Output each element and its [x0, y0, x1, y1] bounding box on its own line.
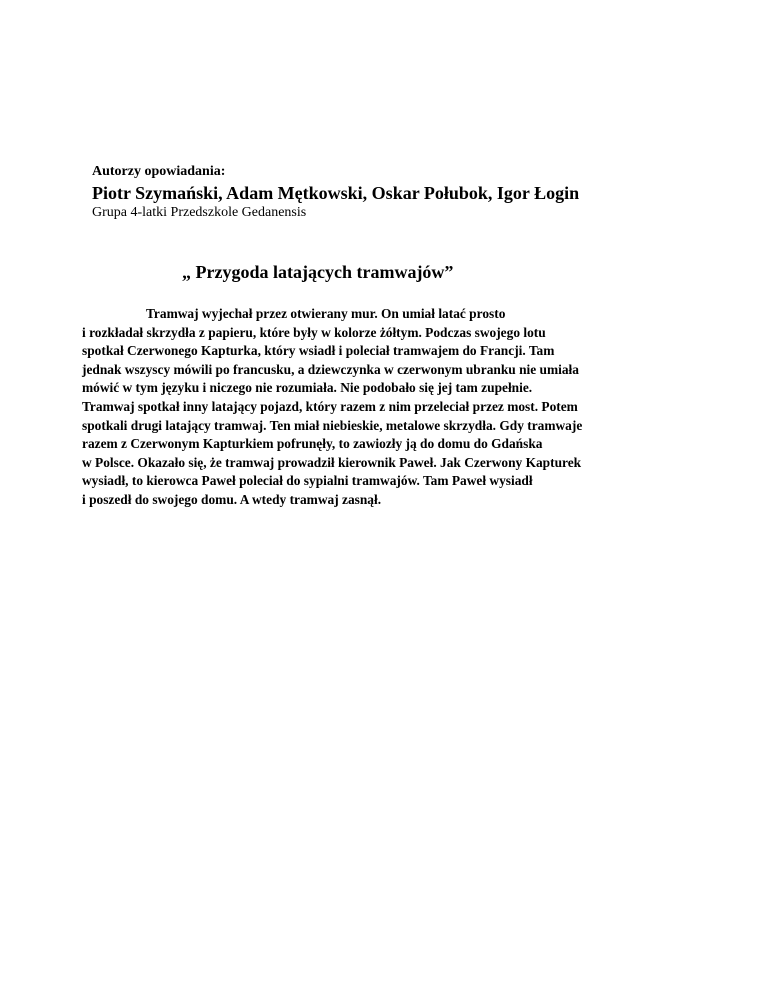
story-line: Tramwaj spotkał inny latający pojazd, który razem z nim przeleciał przez most. Potem [82, 398, 578, 414]
story-line: spotkał Czerwonego Kapturka, który wsiadł i poleciał tramwajem do Francji. Tam [82, 343, 555, 359]
story-line: i rozkładał skrzydła z papieru, które były w kolorze żółtym. Podczas swojego lotu [82, 324, 546, 340]
story-line: wysiadł, to kierowca Paweł poleciał do sypialni tramwajów. Tam Paweł wysiadł [82, 473, 533, 489]
story-line: jednak wszyscy mówili po francusku, a dziewczynka w czerwonym ubranku nie umiała [82, 361, 579, 377]
story-line: spotkali drugi latający tramwaj. Ten miał niebieskie, metalowe skrzydła. Gdy tramwaje [82, 417, 583, 433]
story-line: mówić w tym języku i niczego nie rozumiała. Nie podobało się jej tam zupełnie. [82, 380, 533, 396]
group-info: Grupa 4-latki Przedszkole Gedanensis [92, 205, 307, 220]
story-body [82, 305, 702, 510]
authors-names: Piotr Szymański, Adam Mętkowski, Oskar Połubok, Igor Łogin [92, 183, 580, 203]
story-line: razem z Czerwonym Kapturkiem pofrunęły, to zawiozły ją do domu do Gdańska [82, 436, 543, 452]
story-line: i poszedł do swojego domu. A wtedy tramwaj zasnął. [82, 491, 382, 507]
story-line: Tramwaj wyjechał przez otwierany mur. On umiał latać prosto [146, 306, 506, 321]
story-title: „ Przygoda latających tramwajów” [182, 262, 454, 282]
authors-label: Autorzy opowiadania: [92, 164, 226, 179]
story-line: w Polsce. Okazało się, że tramwaj prowadził kierownik Paweł. Jak Czerwony Kapturek [82, 454, 582, 470]
